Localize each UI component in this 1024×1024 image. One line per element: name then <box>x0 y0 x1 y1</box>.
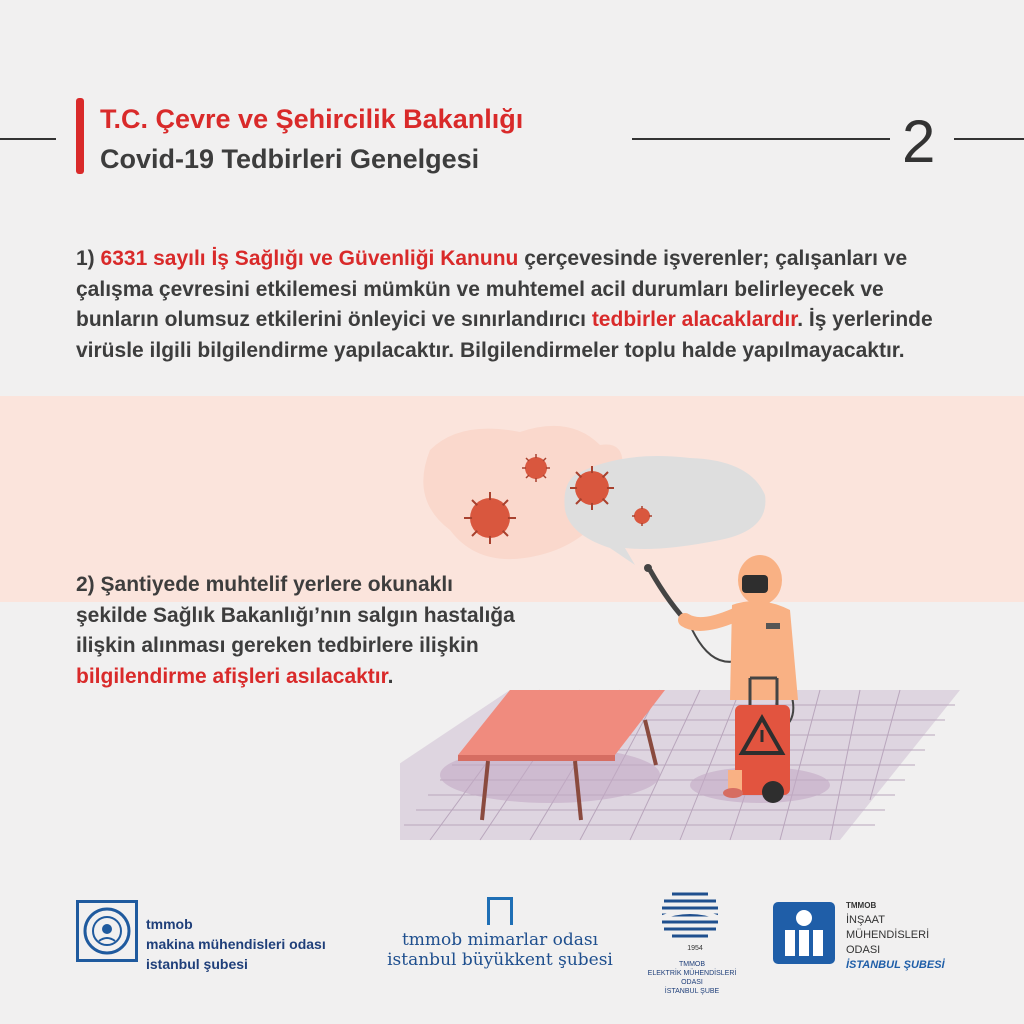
emo-name <box>636 960 748 996</box>
header-far-right-rule <box>954 138 1024 140</box>
emo-line-1: TMMOB <box>678 961 706 968</box>
item-1-text <box>76 244 956 366</box>
item-1-text-b: . İş yerlerinde virüsle ilgili bilgilendirme yapılacaktır. Bilgilendirmeler toplu halde yapılmayacaktır. <box>76 308 933 362</box>
emo-logo <box>660 888 720 944</box>
header-left-rule <box>0 138 56 140</box>
virus-icon <box>570 466 614 510</box>
item-1-law-name: 6331 sayılı İş Sağlığı ve Güvenliği Kanunu <box>100 247 519 270</box>
imo-org: TMMOB <box>846 901 877 910</box>
item-1-text-a: çerçevesinde işverenler; çalışanları ve çalışma çevresini etkilemesi mümkün ve muhtemel acil durumları belirleyecek ve bunların olumsuz etkilerini önleyici ve sınırlandırıcı <box>76 247 908 331</box>
title-accent-bar <box>76 98 84 174</box>
item-1-highlight: tedbirler alacaklardır <box>591 308 798 331</box>
emo-line-2: ELEKTRİK MÜHENDİSLERİ ODASI <box>647 970 737 986</box>
imo-line-4: İSTANBUL ŞUBESİ <box>846 959 945 971</box>
item-2-text-b: . <box>387 664 394 688</box>
mimarlar-name <box>380 930 620 970</box>
mmo-line-2: makina mühendisleri odası <box>146 936 326 952</box>
page-subtitle: Covid-19 Tedbirleri Genelgesi <box>100 144 480 174</box>
imo-name <box>846 898 945 973</box>
mimarlar-line-1: tmmob mimarlar odası <box>401 930 599 950</box>
item-2-highlight: bilgilendirme afişleri asılacaktır <box>76 664 388 688</box>
item-2-text-a: Şantiyede muhtelif yerlere okunaklı şekilde Sağlık Bakanlığı’nın salgın hastalığa ilişkin alınması gereken tedbirlere ilişkin <box>76 573 515 657</box>
header-right-rule <box>632 138 890 140</box>
item-2-number: 2) <box>76 573 95 596</box>
item-2-text <box>76 570 516 692</box>
mmo-logo <box>76 900 138 962</box>
emo-line-3: İSTANBUL ŞUBE <box>664 988 720 995</box>
imo-line-3: ODASI <box>846 944 881 956</box>
mimarlar-line-2: istanbul büyükkent şubesi <box>387 950 613 970</box>
page-number: 2 <box>902 108 936 175</box>
imo-emblem <box>773 902 835 964</box>
mimarlar-logo-icon <box>487 897 513 925</box>
item-1-number: 1) <box>76 247 95 270</box>
virus-icon <box>522 454 550 482</box>
emo-year: 1954 <box>687 945 703 952</box>
imo-logo <box>773 902 835 964</box>
page-title: T.C. Çevre ve Şehircilik Bakanlığı <box>100 104 524 134</box>
mmo-name <box>146 914 326 974</box>
imo-line-2: MÜHENDİSLERİ <box>846 929 930 941</box>
mmo-line-3: istanbul şubesi <box>146 956 248 972</box>
mmo-line-1: tmmob <box>146 916 193 932</box>
mmo-emblem <box>79 903 135 959</box>
imo-line-1: İNŞAAT <box>846 914 885 926</box>
